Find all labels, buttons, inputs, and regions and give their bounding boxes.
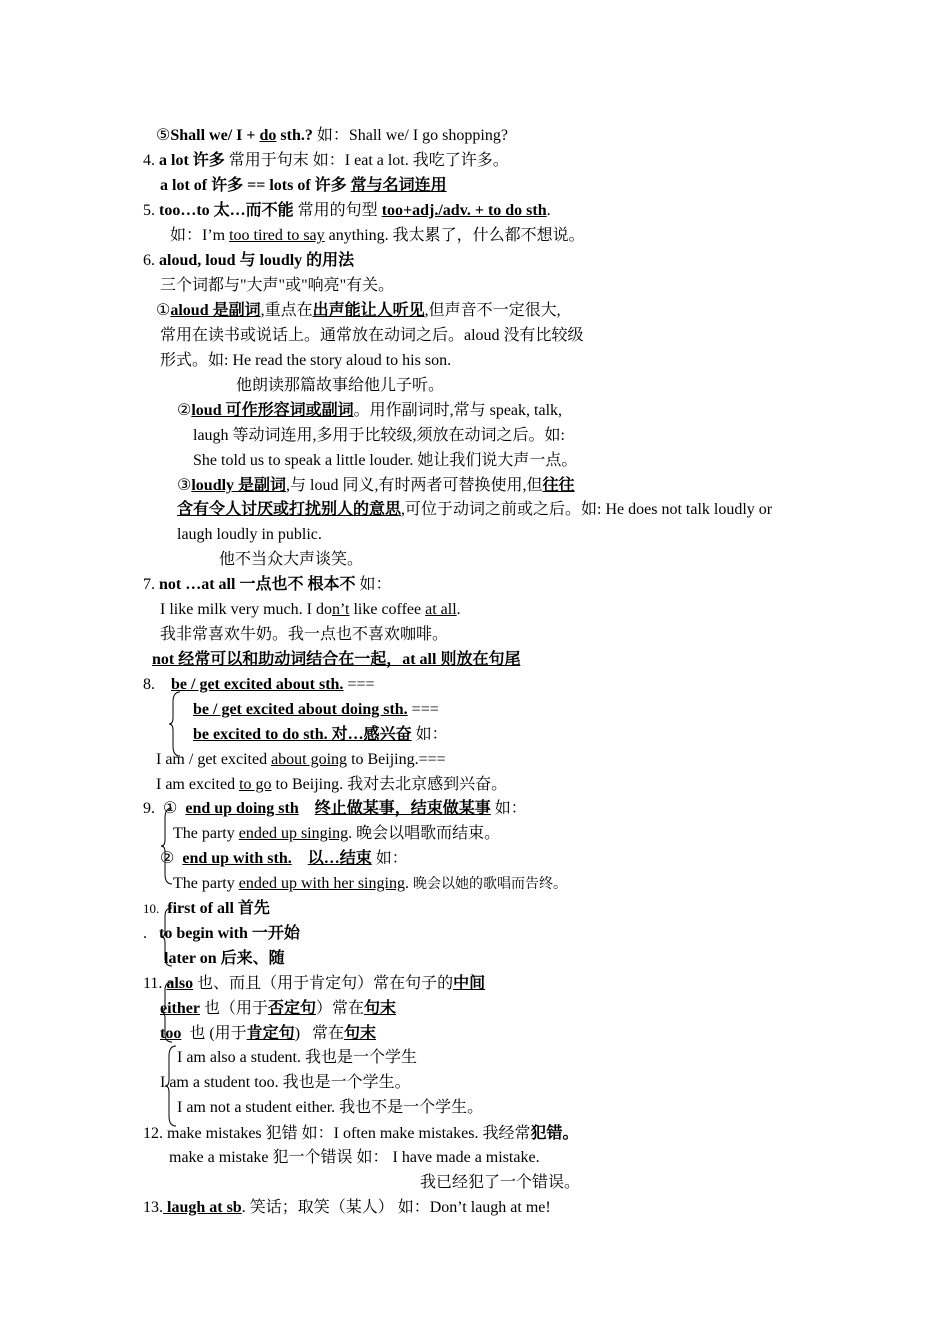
word-also: also	[166, 975, 194, 992]
text: . 笑话；取笑（某人） 如：Don’t laugh at me!	[241, 1199, 551, 1216]
item-4-heading	[143, 151, 509, 171]
text: 12. make mistakes 犯错 如：I often make mistakes. 我经常	[143, 1125, 531, 1142]
underlined-text: at all	[425, 601, 457, 618]
loud-example	[193, 451, 577, 471]
phrase: laugh at sb	[163, 1199, 242, 1216]
item-7-translation	[160, 625, 448, 645]
item-title: too…to 太…而不能	[159, 202, 294, 219]
circled-number: ③	[177, 477, 192, 494]
item-9-heading	[143, 799, 527, 819]
period: .	[456, 601, 461, 618]
pattern-underlined: too+adj./adv. + to do sth	[381, 202, 547, 219]
period: .	[546, 202, 551, 219]
item-note: 常用于句末 如：I eat a lot. 我吃了许多。	[224, 152, 509, 169]
text: ===	[407, 701, 439, 718]
item-11-example-1	[177, 1048, 417, 1068]
text: I am a student too. 我也是一个学生。	[160, 1074, 411, 1091]
item-number: 4.	[143, 152, 159, 169]
example-underlined: too tired to say	[229, 227, 325, 244]
circled-number: ②	[177, 402, 192, 419]
item-9-example-2	[173, 874, 567, 895]
word-too: too	[160, 1025, 182, 1042]
sentence-type: 否定句	[268, 1000, 317, 1017]
underlined-text: n’t	[331, 601, 350, 618]
aloud-key: 出声能让人听见	[312, 302, 425, 319]
item-5-example	[170, 226, 585, 246]
item-11-line-2	[160, 999, 396, 1019]
loudly-def: loudly 是副词	[191, 477, 287, 494]
text: ) 常在	[294, 1025, 345, 1042]
item-7-heading	[143, 575, 391, 595]
phrase-note: 常与名词连用	[350, 177, 447, 194]
loudly-key: 往往	[542, 477, 575, 494]
item-7-note	[152, 650, 520, 670]
example-start: 如：I’m	[170, 227, 230, 244]
text: She told us to speak a little louder. 她让我们说大声一点。	[193, 452, 578, 469]
phrase-2: end up with sth.	[182, 850, 292, 867]
dot: .	[143, 925, 147, 942]
text: 我非常喜欢牛奶。我一点也不喜欢咖啡。	[160, 626, 449, 643]
text: to Beijing.===	[347, 751, 446, 768]
text: 他不当众大声谈笑。	[219, 551, 364, 568]
underlined-text: ended up singing	[238, 825, 349, 842]
pattern-text: Shall we/ I +	[170, 127, 260, 144]
text: 。用作副词时,常与 speak, talk,	[353, 402, 563, 419]
item-9-example-1	[173, 824, 500, 844]
item-5-heading	[143, 201, 551, 221]
text: . 晚会以唱歌而结束。	[348, 825, 501, 842]
underlined-text: ended up with her singing	[238, 875, 405, 892]
item-12-sub	[169, 1148, 540, 1168]
brace-icon	[160, 806, 174, 886]
text: laugh loudly in public.	[177, 526, 322, 543]
meaning-1: 终止做某事，结束做某事	[314, 800, 491, 817]
phrase-text: a lot of 许多 == lots of 许多	[160, 177, 351, 194]
text: 也（用于	[199, 1000, 268, 1017]
text: .	[404, 875, 413, 892]
item-number: 8.	[143, 676, 171, 693]
item-number: 13.	[143, 1199, 163, 1216]
circled-number: ⑤	[156, 127, 171, 144]
note-text: not 经常可以和助动词结合在一起，at all 则放在句尾	[152, 651, 521, 668]
item-title: not …at all 一点也不 根本不	[159, 576, 356, 593]
item-8-sub-1	[193, 700, 439, 720]
item-number: 11.	[143, 975, 167, 992]
spacer	[299, 800, 315, 817]
bold-text: 犯错。	[530, 1125, 579, 1142]
item-6-intro	[160, 276, 394, 296]
position: 中间	[453, 975, 486, 992]
phrase: later on 后来、随	[164, 950, 285, 967]
loudly-line	[177, 476, 575, 496]
loudly-key-2: 含有令人讨厌或打扰别人的意思	[177, 501, 402, 518]
text: 如：	[411, 726, 448, 743]
aloud-usage	[160, 326, 584, 346]
text: The party	[173, 875, 239, 892]
loudly-example	[177, 525, 322, 545]
item-11-line-1	[143, 974, 485, 994]
text: 如：	[355, 576, 392, 593]
item-number: 7.	[143, 576, 159, 593]
phrase: to begin with 一开始	[159, 925, 300, 942]
item-note: 常用的句型	[293, 202, 382, 219]
item-number: 10.	[143, 901, 160, 916]
text: like coffee	[349, 601, 426, 618]
text: laugh 等动词连用,多用于比较级,须放在动词之后。如:	[193, 427, 565, 444]
aloud-line	[156, 301, 561, 321]
text: 他朗读那篇故事给他儿子听。	[236, 377, 445, 394]
pattern-underlined: do	[259, 127, 277, 144]
text: I am not a student either. 我也不是一个学生。	[177, 1099, 484, 1116]
circled-number: ②	[160, 850, 183, 867]
item-title: aloud, loud 与 loudly 的用法	[159, 252, 355, 269]
text: to Beijing. 我对去北京感到兴奋。	[271, 776, 508, 793]
text: make a mistake 犯一个错误 如： I have made a mistake.	[169, 1149, 540, 1166]
item-10-line-2	[143, 924, 300, 944]
word-either: either	[160, 1000, 200, 1017]
aloud-example	[160, 351, 451, 371]
text: 形式。如: He read the story aloud to his son.	[160, 352, 452, 369]
text: 如：	[490, 800, 527, 817]
item-title: a lot 许多	[159, 152, 225, 169]
text: 常用在读书或说话上。通常放在动词之后。aloud 没有比较级	[160, 327, 584, 344]
item-8-example-2	[156, 775, 507, 795]
item-11-example-3	[177, 1098, 483, 1118]
underlined-text: to go	[239, 776, 272, 793]
text: ,可位于动词之前或之后。如: He does not talk loudly or	[401, 501, 773, 518]
loud-def: loud 可作形容词或副词	[191, 402, 354, 419]
item-11-example-2	[160, 1073, 411, 1093]
underlined-text: about going	[271, 751, 348, 768]
loud-usage	[193, 426, 565, 446]
aloud-def: aloud 是副词	[170, 302, 261, 319]
example-end: anything. 我太累了，什么都不想说。	[324, 227, 585, 244]
item-11-line-3	[160, 1024, 376, 1044]
sentence-type: 肯定句	[246, 1025, 295, 1042]
item-number: 6.	[143, 252, 159, 269]
text: ,重点在	[260, 302, 313, 319]
item-12-heading	[143, 1124, 579, 1144]
text: I am also a student. 我也是一个学生	[177, 1049, 417, 1066]
brace-icon	[168, 690, 182, 758]
circled-number: ①	[156, 302, 171, 319]
phrase-2: be / get excited about doing sth.	[193, 701, 408, 718]
item-13-heading	[143, 1198, 551, 1218]
phrase: first of all 首先	[167, 900, 270, 917]
phrase-1: end up doing sth	[185, 800, 299, 817]
meaning-2: 以…结束	[307, 850, 372, 867]
loudly-translation	[219, 550, 363, 570]
pattern-text-end: sth.?	[276, 127, 313, 144]
loudly-meaning	[177, 500, 772, 520]
item-8-example-1	[156, 750, 446, 770]
item-12-translation	[420, 1173, 580, 1193]
loud-line	[177, 401, 562, 421]
text: ）常在	[316, 1000, 365, 1017]
position: 句末	[364, 1000, 397, 1017]
example-text: 如：Shall we/ I go shopping?	[312, 127, 508, 144]
text: ,但声音不一定很大,	[424, 302, 561, 319]
intro-text: 三个词都与"大声"或"响亮"有关。	[160, 277, 395, 294]
position: 句末	[344, 1025, 377, 1042]
aloud-translation	[236, 376, 444, 396]
item-7-example	[160, 600, 461, 620]
text: 我已经犯了一个错误。	[420, 1174, 581, 1191]
text: I am / get excited	[156, 751, 272, 768]
text: I like milk very much. I do	[160, 601, 332, 618]
item-6-heading	[143, 251, 354, 271]
text: The party	[173, 825, 239, 842]
item-10-line-3	[164, 949, 285, 969]
text: 也 (用于	[181, 1025, 247, 1042]
spacer	[292, 850, 308, 867]
item-number: 9. ①	[143, 800, 186, 817]
item-3-5-line	[156, 126, 508, 146]
text: ===	[343, 676, 375, 693]
item-4-sub	[160, 176, 447, 196]
phrase-3: be excited to do sth. 对…感兴奋	[193, 726, 412, 743]
text: 如：	[371, 850, 408, 867]
item-8-sub-2	[193, 725, 448, 745]
item-number: 5.	[143, 202, 159, 219]
phrase-1: be / get excited about sth.	[171, 676, 344, 693]
text: ,与 loud 同义,有时两者可替换使用,但	[286, 477, 543, 494]
text: I am excited	[156, 776, 240, 793]
text: 也、而且（用于肯定句）常在句子的	[193, 975, 454, 992]
item-9-sub-2	[160, 849, 408, 869]
translation-small: 晚会以她的歌唱而告终。	[412, 877, 567, 892]
